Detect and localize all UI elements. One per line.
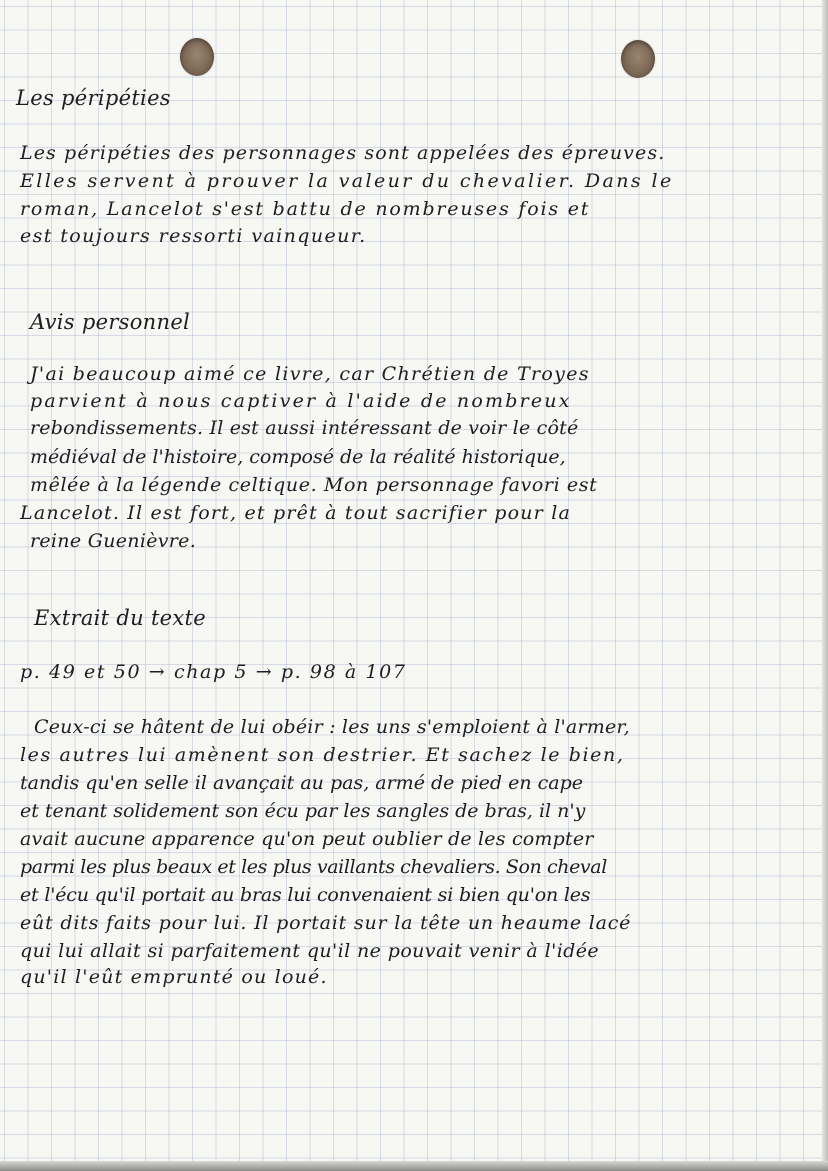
text-line: rebondissements. Il est aussi intéressant de voir le côté (30, 417, 579, 439)
text-line: qu'il l'eût emprunté ou loué. (20, 966, 328, 988)
section-title-peripeties: Les péripéties (16, 86, 171, 110)
text-line: J'ai beaucoup aimé ce livre, car Chrétien de Troyes (30, 363, 590, 385)
page-edge-right (822, 0, 828, 1171)
text-line: roman, Lancelot s'est battu de nombreuses fois et (20, 198, 591, 220)
text-line: Lancelot. Il est fort, et prêt à tout sacrifier pour la (20, 502, 572, 524)
text-line: tandis qu'en selle il avançait au pas, armé de pied en cape (20, 772, 584, 794)
text-line: mêlée à la légende celtique. Mon personnage favori est (30, 474, 598, 496)
text-line: médiéval de l'histoire, composé de la réalité historique, (30, 446, 566, 468)
section-title-avis: Avis personnel (30, 310, 191, 334)
text-line: Les péripéties des personnages sont appelées des épreuves. (20, 142, 666, 164)
text-line: Elles servent à prouver la valeur du chevalier. Dans le (20, 170, 674, 192)
text-line: est toujours ressorti vainqueur. (20, 225, 367, 247)
text-line: parvient à nous captiver à l'aide de nombreux (30, 390, 572, 412)
section-title-extrait: Extrait du texte (34, 606, 207, 630)
page-edge-bottom (0, 1161, 828, 1171)
text-line: eût dits faits pour lui. Il portait sur la tête un heaume lacé (20, 912, 632, 934)
page-reference: p. 49 et 50 → chap 5 → p. 98 à 107 (20, 661, 407, 683)
punch-hole-left (180, 38, 214, 76)
text-line: et l'écu qu'il portait au bras lui convenaient si bien qu'on les (20, 884, 591, 906)
punch-hole-right (621, 40, 655, 78)
text-line: avait aucune apparence qu'on peut oublier de les compter (20, 828, 594, 850)
text-line: Ceux-ci se hâtent de lui obéir : les uns s'emploient à l'armer, (34, 716, 630, 738)
text-line: qui lui allait si parfaitement qu'il ne pouvait venir à l'idée (20, 940, 600, 962)
text-line: et tenant solidement son écu par les sangles de bras, il n'y (20, 800, 586, 822)
text-line: parmi les plus beaux et les plus vaillants chevaliers. Son cheval (20, 856, 607, 878)
text-line: les autres lui amènent son destrier. Et sachez le bien, (20, 744, 625, 766)
text-line: reine Guenièvre. (30, 530, 197, 552)
